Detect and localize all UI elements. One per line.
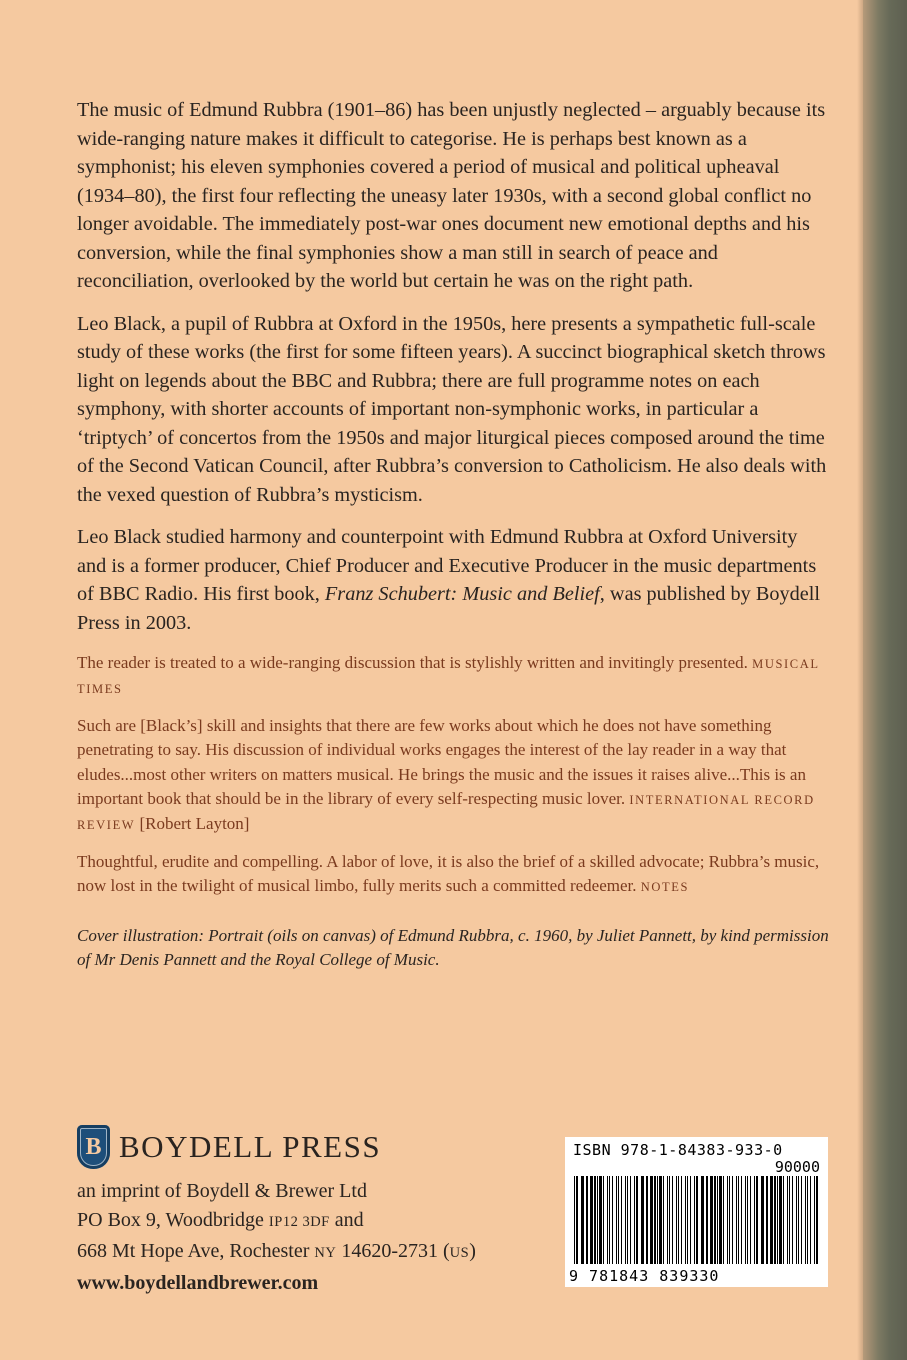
- review-quote: [77, 714, 829, 838]
- barcode-bar: [750, 1176, 751, 1264]
- barcode-bar: [810, 1176, 811, 1264]
- barcode-bar: [714, 1176, 716, 1264]
- cover-illustration-credit: Cover illustration: Portrait (oils on canvas) of Edmund Rubbra, c. 1960, by Juliet Pannett, by kind permission of Mr Denis Pannett and the Royal College of Music.: [77, 925, 829, 969]
- barcode-bar: [741, 1176, 742, 1264]
- publisher-logo-row: [77, 1125, 476, 1169]
- barcode-bar: [621, 1176, 622, 1264]
- review-source: MUSICAL TIMES: [77, 657, 820, 697]
- barcode-bar: [603, 1176, 604, 1264]
- barcode-bar: [701, 1176, 704, 1264]
- spine-edge: [863, 0, 907, 1360]
- review-quotes: [77, 651, 829, 900]
- barcode-bar: [756, 1176, 758, 1264]
- barcode-bar: [630, 1176, 631, 1264]
- review-source: INTERNATIONAL RECORD REVIEW: [77, 793, 815, 833]
- barcode-bar: [634, 1176, 635, 1264]
- barcode-bar: [736, 1176, 737, 1264]
- publisher-imprint-line: an imprint of Boydell & Brewer Ltd: [77, 1180, 367, 1202]
- review-quote: [77, 651, 829, 702]
- barcode-bar: [663, 1176, 664, 1264]
- barcode-bar: [814, 1176, 815, 1264]
- barcode-bar: [672, 1176, 673, 1264]
- blurb-paragraph-1: The music of Edmund Rubbra (1901–86) has been unjustly neglected – arguably because its wide-ranging nature makes it difficult to categorise. He is perhaps best known as a symphonist; his eleven symphonies covered a period of musical and political upheaval (1934–80), the first four reflecting the uneasy later 1930s, with a second global conflict no longer avoidable. The immediately post-war ones document new emotional depths and his conversion, while the final symphonies show a man still in search of peace and reconciliation, overlooked by the world but certain he was on the right path.: [77, 99, 826, 292]
- barcode-bar: [747, 1176, 748, 1264]
- barcode-bar: [801, 1176, 802, 1264]
- previous-book-title: Franz Schubert: Music and Belief: [324, 583, 600, 605]
- barcode-bar: [681, 1176, 682, 1264]
- review-text: Thoughtful, erudite and compelling. A labor of love, it is also the brief of a skilled advocate; Rubbra’s music, now lost in the twilight of musical limbo, fully merits such a committed redeemer.: [77, 851, 820, 896]
- barcode-bar: [657, 1176, 658, 1264]
- author-bio-tail: , was published by Boydell Press in 2003.: [77, 583, 821, 634]
- barcode-bar: [687, 1176, 688, 1264]
- barcode-bar: [727, 1176, 728, 1264]
- barcode-bar: [796, 1176, 797, 1264]
- barcode-bar: [766, 1176, 768, 1264]
- barcode-bar: [770, 1176, 773, 1264]
- barcode-bar: [798, 1176, 799, 1264]
- boydell-shield-icon: B: [77, 1125, 110, 1169]
- barcode-bar: [650, 1176, 653, 1264]
- barcode-bar: [696, 1176, 698, 1264]
- barcode-bar: [761, 1176, 764, 1264]
- barcode-bar: [654, 1176, 656, 1264]
- state-code: NY: [314, 1245, 337, 1261]
- publisher-name: BOYDELL PRESS: [119, 1129, 382, 1164]
- barcode-bar: [792, 1176, 793, 1264]
- price-code: 90000: [774, 1158, 820, 1176]
- barcode-bar: [594, 1176, 596, 1264]
- address-text: ): [469, 1240, 476, 1262]
- postcode: IP12 3DF: [268, 1214, 330, 1230]
- barcode-bar: [641, 1176, 644, 1264]
- barcode-bar: [612, 1176, 613, 1264]
- country-code: US: [449, 1245, 470, 1261]
- barcode-bar: [789, 1176, 790, 1264]
- barcode-bar: [618, 1176, 619, 1264]
- address-text: 668 Mt Hope Ave, Rochester: [77, 1240, 315, 1262]
- barcode-bar: [745, 1176, 746, 1264]
- barcode-bar: [787, 1176, 788, 1264]
- barcode-bar: [723, 1176, 724, 1264]
- barcode-bar: [597, 1176, 598, 1264]
- publisher-block: [77, 1125, 476, 1298]
- barcode-bar: [659, 1176, 662, 1264]
- barcode-bar: [576, 1176, 578, 1264]
- barcode-bar: [779, 1176, 782, 1264]
- publisher-address-us: [77, 1237, 476, 1268]
- barcode-bar: [694, 1176, 695, 1264]
- back-cover-text: [77, 96, 829, 972]
- barcode-bar: [754, 1176, 755, 1264]
- barcode-bar: [805, 1176, 806, 1264]
- review-source: NOTES: [640, 880, 690, 895]
- review-text: Such are [Black’s] skill and insights that there are few works about which he does not have something penetrating to say. His discussion of individual works engages the interest of the lay reader in a way that eludes...most other writers on matters musical. He brings the music and the issues it raises alive...This is an important book that should be in the library of every self-respecting music lover.: [77, 715, 806, 809]
- barcode-bar: [609, 1176, 610, 1264]
- address-text: PO Box 9, Woodbridge: [77, 1209, 269, 1231]
- publisher-website-link[interactable]: www.boydellandbrewer.com: [77, 1272, 319, 1294]
- barcode-bar: [717, 1176, 718, 1264]
- barcode-bar: [599, 1176, 602, 1264]
- barcode-bar: [581, 1176, 584, 1264]
- barcode-bar: [685, 1176, 686, 1264]
- author-bio-lead: Leo Black studied harmony and counterpoint with Edmund Rubbra at Oxford University and is a former producer, Chief Producer and Executive Producer in the music departments of BBC Radio. His first book,: [77, 526, 817, 605]
- isbn-label: ISBN 978-1-84383-933-0: [573, 1141, 783, 1159]
- review-extra: [Robert Layton]: [135, 814, 250, 834]
- barcode-bar: [732, 1176, 733, 1264]
- barcode-bar: [607, 1176, 608, 1264]
- barcode-bar: [586, 1176, 588, 1264]
- review-quote: [77, 850, 829, 900]
- barcode-bars: [572, 1176, 821, 1264]
- barcode-bar: [738, 1176, 739, 1264]
- review-text: The reader is treated to a wide-ranging discussion that is stylishly written and invitingly presented.: [77, 653, 753, 672]
- barcode-bar: [646, 1176, 648, 1264]
- barcode-bar: [625, 1176, 626, 1264]
- barcode-bar: [667, 1176, 668, 1264]
- blurb-paragraph-2: Leo Black, a pupil of Rubbra at Oxford in the 1950s, here presents a sympathetic full-scale study of these works (the first for some fifteen years). A succinct biographical sketch throws light on legends about the BBC and Rubbra; there are full programme notes on each symphony, with shorter accounts of important non-symphonic works, in particular a ‘triptych’ of concertos from the 1950s and major liturgical pieces composed around the time of the Second Vatican Council, after Rubbra’s conversion to Catholicism. He also deals with the vexed question of Rubbra’s mysticism.: [77, 312, 827, 506]
- barcode-bar: [719, 1176, 722, 1264]
- barcode-bar: [816, 1176, 818, 1264]
- barcode-bar: [636, 1176, 638, 1264]
- barcode-bar: [669, 1176, 670, 1264]
- barcode-bar: [710, 1176, 713, 1264]
- barcode-bar: [616, 1176, 617, 1264]
- barcode-bar: [690, 1176, 691, 1264]
- address-text: 14620-2731 (: [336, 1240, 450, 1262]
- address-text: and: [329, 1209, 364, 1231]
- author-bio: [77, 523, 829, 637]
- barcode-bar: [706, 1176, 708, 1264]
- barcode-bar: [783, 1176, 784, 1264]
- barcode-bar: [574, 1176, 575, 1264]
- barcode-bar: [774, 1176, 776, 1264]
- barcode-bar: [676, 1176, 677, 1264]
- barcode-bar: [777, 1176, 778, 1264]
- barcode-bar: [678, 1176, 679, 1264]
- publisher-address-uk: [77, 1206, 476, 1237]
- barcode-bar: [807, 1176, 808, 1264]
- isbn-barcode: [565, 1137, 828, 1287]
- barcode-bar: [590, 1176, 593, 1264]
- ean-digits: 9 781843 839330: [569, 1267, 720, 1285]
- barcode-bar: [627, 1176, 628, 1264]
- barcode-bar: [729, 1176, 730, 1264]
